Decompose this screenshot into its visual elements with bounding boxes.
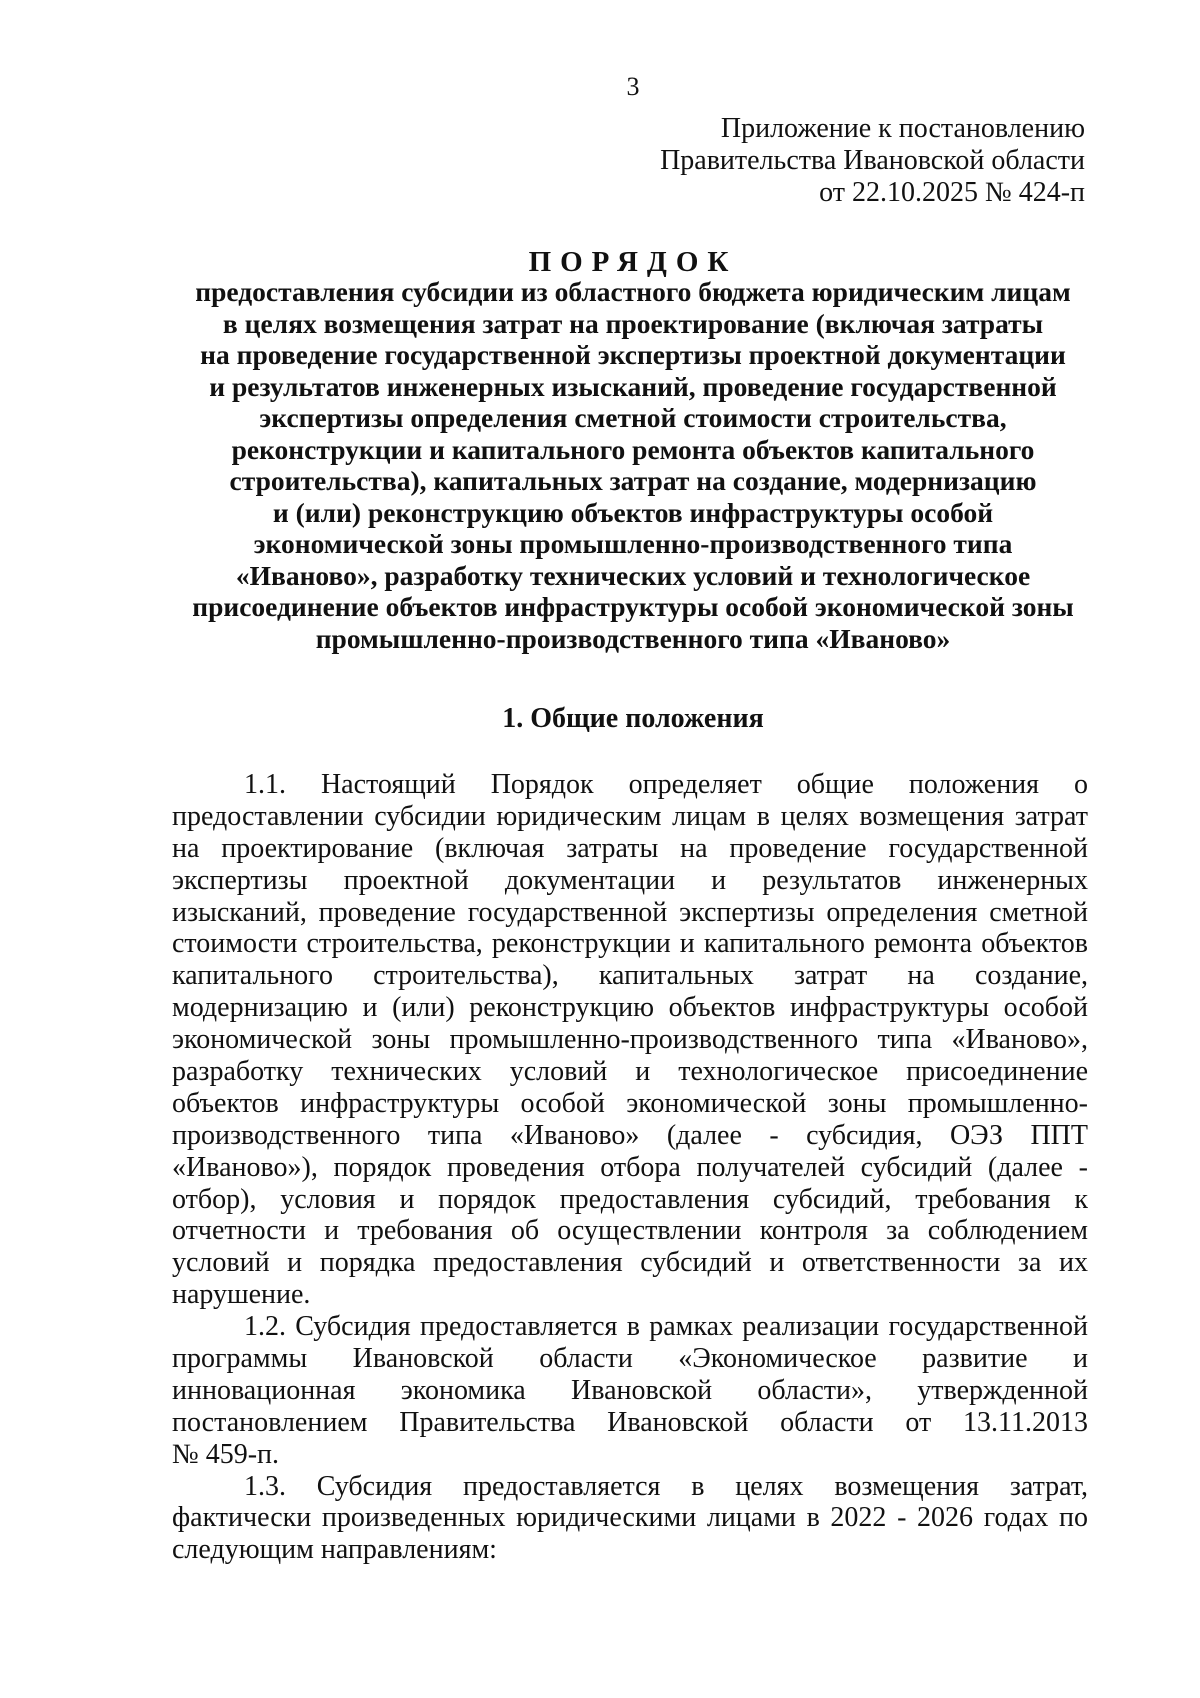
body-line: на проектирование (включая затраты на проведение государственной (172, 832, 1088, 864)
subtitle-line: на проведение государственной экспертизы проектной документации (200, 339, 1066, 370)
subtitle-line: экспертизы определения сметной стоимости строительства, (259, 402, 1007, 433)
subtitle-line: и результатов инженерных изысканий, проведение государственной (209, 370, 1057, 402)
body-line: изысканий, проведение государственной экспертизы определения сметной (172, 896, 1088, 928)
body-line: условий и порядка предоставления субсидий и ответственности за их (172, 1247, 1088, 1279)
section-heading: 1. Общие положения (502, 703, 764, 734)
body-line: 1.2. Субсидия предоставляется в рамках реализации государственной (244, 1311, 1088, 1343)
appendix-line: Правительства Ивановской области (660, 145, 1085, 176)
subtitle-line: строительства), капитальных затрат на создание, модернизацию (229, 465, 1037, 496)
body-line: № 459-п. (172, 1438, 280, 1470)
subtitle-line: реконструкции и капитального ремонта объектов капитального (231, 433, 1035, 465)
body-line: объектов инфраструктуры особой экономической зоны промышленно- (172, 1087, 1088, 1119)
body-line: программы Ивановской области «Экономическое развитие и (172, 1343, 1088, 1375)
body-line: нарушение. (172, 1279, 311, 1311)
body-line: постановлением Правительства Ивановской области от 13.11.2013 (172, 1406, 1088, 1438)
body-line: модернизацию и (или) реконструкцию объектов инфраструктуры особой (172, 992, 1088, 1024)
document-subtitle (0, 276, 1200, 654)
body-line: фактически произведенных юридическими лицами в 2022 - 2026 годах по (172, 1502, 1088, 1534)
subtitle-line: предоставления субсидии из областного бюджета юридическим лицам (195, 276, 1071, 307)
body-line: отчетности и требования об осуществлении контроля за соблюдением (172, 1215, 1088, 1247)
subtitle-line: в целях возмещения затрат на проектирование (включая затраты (222, 307, 1044, 339)
appendix-reference (485, 113, 1085, 209)
body-line: 1.1. Настоящий Порядок определяет общие положения о (244, 769, 1088, 800)
subtitle-line: присоединение объектов инфраструктуры особой экономической зоны (192, 591, 1074, 622)
subtitle-line: и (или) реконструкцию объектов инфраструктуры особой (272, 496, 994, 528)
body-line: разработку технических условий и технологическое присоединение (172, 1056, 1088, 1088)
body-line: инновационная экономика Ивановской области», утвержденной (172, 1374, 1088, 1406)
body-line: следующим направлениям: (172, 1534, 497, 1566)
body-line: производственного типа «Иваново» (далее - субсидия, ОЭЗ ППТ (172, 1119, 1088, 1151)
body-line: капитального строительства), капитальных затрат на создание, (172, 960, 1088, 992)
page-number: 3 (626, 72, 640, 101)
section-body (172, 769, 1088, 1566)
body-line: предоставлении субсидии юридическим лицам в целях возмещения затрат (172, 800, 1088, 832)
body-line: экспертизы проектной документации и результатов инженерных (172, 864, 1088, 896)
subtitle-line: «Иваново», разработку технических условий и технологическое (235, 559, 1031, 591)
body-line: «Иваново»), порядок проведения отбора получателей субсидий (далее - (172, 1151, 1088, 1183)
appendix-line: от 22.10.2025 № 424-п (819, 177, 1085, 208)
subtitle-line: промышленно-производственного типа «Иваново» (315, 622, 951, 654)
body-line: экономической зоны промышленно-производственного типа «Иваново», (172, 1024, 1088, 1056)
body-line: 1.3. Субсидия предоставляется в целях возмещения затрат, (244, 1470, 1088, 1502)
body-line: отбор), условия и порядок предоставления субсидий, требования к (172, 1183, 1088, 1215)
appendix-line: Приложение к постановлению (720, 113, 1085, 144)
body-line: стоимости строительства, реконструкции и капитального ремонта объектов (172, 928, 1088, 960)
subtitle-line: экономической зоны промышленно-производственного типа (253, 528, 1013, 559)
document-title: ПОРЯДОК (528, 246, 738, 278)
